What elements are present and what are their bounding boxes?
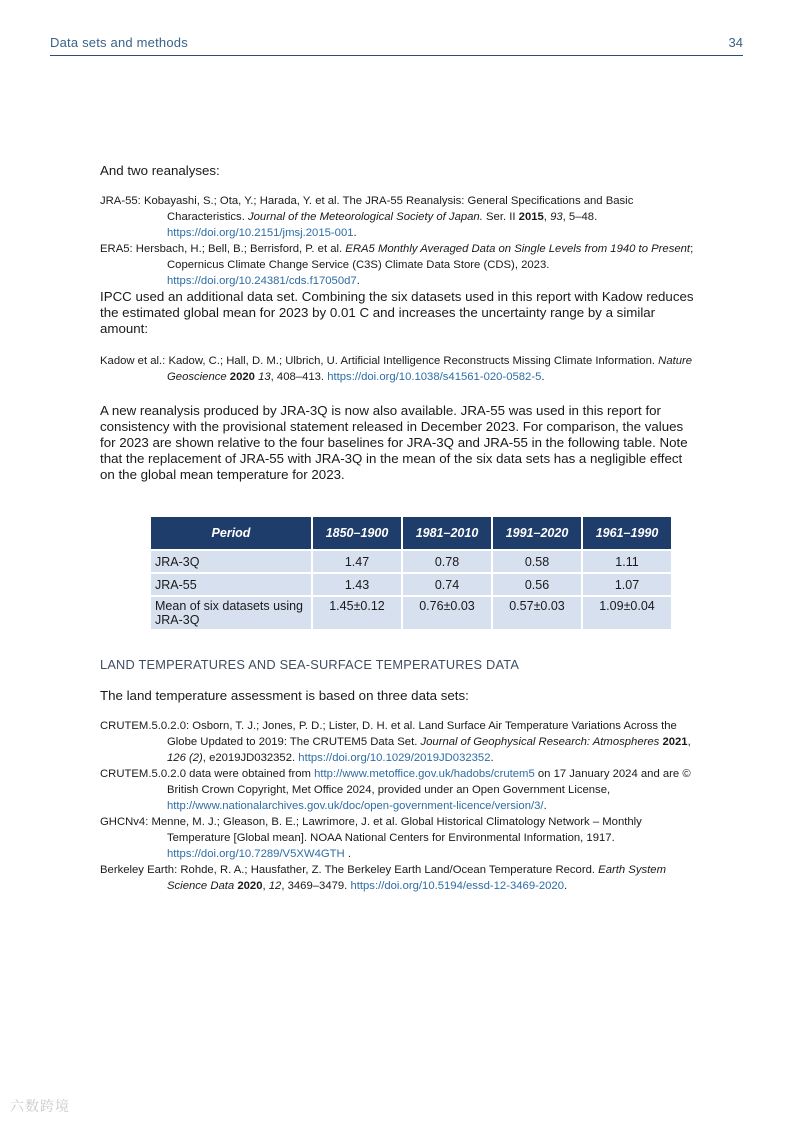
table-header: 1961–1990: [583, 517, 671, 549]
ref-volume: 12: [268, 880, 282, 892]
ref-jra55: JRA-55: Kobayashi, S.; Ota, Y.; Harada, Y. et al. The JRA-55 Reanalysis: General Specifications and Basic Characteristics. Journal of the Meteorological Society of Japan. Ser. II 2015, 93, 5–48. https://doi.org/10.2151/jmsj.2015-001.: [100, 195, 634, 239]
ref-link[interactable]: https://doi.org/10.24381/cds.f17050d7: [167, 275, 357, 287]
ref-journal: Journal of the Meteorological Society of Japan.: [247, 211, 483, 223]
ref-lead: CRUTEM.5.0.2.0 data were obtained from: [100, 768, 315, 780]
ref-link[interactable]: https://doi.org/10.2151/jmsj.2015-001: [167, 227, 354, 239]
land-refs-list: [100, 718, 695, 894]
ref-end: .: [541, 371, 545, 383]
ref-authors: Kobayashi, S.; Ota, Y.; Harada, Y. et al. The JRA-55 Reanalysis: General Specifications and Basic Characteristics.: [140, 195, 634, 223]
ref-year: 2020: [237, 880, 263, 892]
table-cell: 1.47: [313, 551, 401, 572]
section-heading: LAND TEMPERATURES AND SEA-SURFACE TEMPERATURES DATA: [100, 657, 520, 672]
ref-year: 2021: [662, 736, 688, 748]
ref-year: 2015: [518, 211, 544, 223]
ref-year: 2020: [229, 371, 255, 383]
page-header: [50, 33, 743, 56]
ref-pages: , 3469–3479.: [281, 880, 351, 892]
ref-end: .: [490, 752, 494, 764]
table-header-row: [151, 517, 671, 549]
table-cell: 1.07: [583, 574, 671, 595]
ref-middle: on 17 January 2024 and are © British Crown Copyright, Met Office 2024, provided under an Open Government License,: [167, 768, 691, 796]
ref-link[interactable]: https://doi.org/10.1038/s41561-020-0582-5: [327, 371, 542, 383]
table-cell: 0.74: [403, 574, 491, 595]
ref-pages: , 5–48.: [562, 211, 598, 223]
reanalyses-list: [100, 193, 695, 289]
ref-tag: JRA-55:: [100, 195, 141, 207]
ref-journal: Earth System Science Data: [167, 864, 666, 892]
table-header: 1850–1900: [313, 517, 401, 549]
ref-link[interactable]: https://doi.org/10.5194/essd-12-3469-2020: [350, 880, 564, 892]
table-cell: 0.58: [493, 551, 581, 572]
table-row: [151, 574, 671, 595]
ref-pages: , e2019JD032352.: [202, 752, 299, 764]
page-number: 34: [728, 35, 743, 50]
ref-link[interactable]: http://www.nationalarchives.gov.uk/doc/open-government-licence/version/3/: [167, 800, 544, 812]
ref-volume: 126 (2): [167, 752, 203, 764]
ref-title: ERA5 Monthly Averaged Data on Single Levels from 1940 to Present: [345, 243, 691, 255]
ref-ghcn: [100, 814, 695, 862]
table-header: 1991–2020: [493, 517, 581, 549]
table-cell: 1.43: [313, 574, 401, 595]
ref-authors: Menne, M. J.; Gleason, B. E.; Lawrimore, J. et al. Global Historical Climatology Network – Monthly Temperature [Global mean]. NOAA National Centers for Environmental Information, 1917.: [148, 816, 642, 844]
ref-link[interactable]: http://www.metoffice.gov.uk/hadobs/crutem5: [314, 768, 535, 780]
ref-tag: ERA5:: [100, 243, 133, 255]
ref-journal: Journal of Geophysical Research: Atmospheres: [420, 736, 660, 748]
para-jra3q: A new reanalysis produced by JRA-3Q is now also available. JRA-55 was used in this report for consistency with the provisional statement released in December 2023. For comparison, the values for 2023 are shown relative to the four baselines for JRA-3Q and JRA-55 in the following table. Note that the replacement of JRA-55 with JRA-3Q in the mean of the six data sets has a negligible effect on the global mean temperature for 2023.: [100, 403, 688, 482]
watermark: 六数跨境: [10, 1098, 70, 1114]
ref-tag: GHCNv4:: [100, 816, 149, 828]
table-header: Period: [151, 517, 311, 549]
header-title: Data sets and methods: [50, 35, 188, 50]
table-header: 1981–2010: [403, 517, 491, 549]
table-cell: 0.78: [403, 551, 491, 572]
land-section: [100, 657, 695, 894]
ref-pages: , 408–413.: [270, 371, 328, 383]
ref-era5: [100, 241, 695, 289]
ref-series: Ser. II: [482, 211, 519, 223]
ref-link[interactable]: https://doi.org/10.1029/2019JD032352: [298, 752, 491, 764]
table-cell: JRA-55: [151, 574, 311, 595]
ref-publisher: ; Copernicus Climate Change Service (C3S) Climate Data Store (CDS), 2023.: [167, 243, 694, 271]
ref-authors: Kadow, C.; Hall, D. M.; Ulbrich, U. Artificial Intelligence Reconstructs Missing Climate Information.: [165, 355, 659, 367]
ref-end: .: [356, 275, 360, 287]
ref-end: .: [543, 800, 547, 812]
ref-berkeley: Berkeley Earth: Rohde, R. A.; Hausfather, Z. The Berkeley Earth Land/Ocean Temperature Record. Earth System Science Data 2020, 12, 3469–3479. https://doi.org/10.5194/essd-12-3469-2020.: [100, 864, 666, 892]
table-cell: JRA-3Q: [151, 551, 311, 572]
table-cell: 0.56: [493, 574, 581, 595]
ref-end: .: [353, 227, 357, 239]
ref-crutem-source: [100, 766, 695, 814]
ref-authors: Hersbach, H.; Bell, B.; Berrisford, P. et al.: [132, 243, 346, 255]
para-ipcc: IPCC used an additional data set. Combining the six datasets used in this report with Kadow reduces the estimated global mean for 2023 by 0.01 C and increases the uncertainty range by a similar amount:: [100, 289, 694, 336]
main-content: [100, 162, 695, 483]
table-row: [151, 551, 671, 572]
ref-link[interactable]: https://doi.org/10.7289/V5XW4GTH: [167, 848, 345, 860]
table-cell: 0.57±0.03: [493, 597, 581, 629]
ref-tag: Berkeley Earth:: [100, 864, 178, 876]
table-cell: 1.45±0.12: [313, 597, 401, 629]
ref-tag: CRUTEM.5.0.2.0:: [100, 720, 190, 732]
table-row: [151, 597, 671, 629]
ref-crutem: CRUTEM.5.0.2.0: Osborn, T. J.; Jones, P. D.; Lister, D. H. et al. Land Surface Air Temperature Variations Across the Globe Updated to 2019: The CRUTEM5 Data Set. Journal of Geophysical Research: Atmospheres 2021, 126 (2), e2019JD032352. https://doi.org/10.1029/2019JD032352.: [100, 720, 691, 764]
table-cell: 0.76±0.03: [403, 597, 491, 629]
ref-end: .: [564, 880, 568, 892]
table-cell: 1.09±0.04: [583, 597, 671, 629]
table-cell: 1.11: [583, 551, 671, 572]
ref-authors: Rohde, R. A.; Hausfather, Z. The Berkeley Earth Land/Ocean Temperature Record.: [177, 864, 599, 876]
baseline-table: [149, 515, 673, 631]
reanalyses-intro: And two reanalyses:: [100, 163, 220, 178]
ref-tag: Kadow et al.:: [100, 355, 166, 367]
ref-volume: 93: [550, 211, 563, 223]
ref-end: .: [344, 848, 351, 860]
ref-journal: Nature Geoscience: [167, 355, 693, 383]
ref-authors: Osborn, T. J.; Jones, P. D.; Lister, D. H. et al. Land Surface Air Temperature Variations Across the Globe Updated to 2019: The CRUTEM5 Data Set.: [167, 720, 677, 748]
land-intro: The land temperature assessment is based on three data sets:: [100, 688, 469, 703]
table-cell: Mean of six datasets using JRA-3Q: [151, 597, 311, 629]
ref-volume: 13: [258, 371, 271, 383]
ref-kadow: [100, 353, 695, 385]
